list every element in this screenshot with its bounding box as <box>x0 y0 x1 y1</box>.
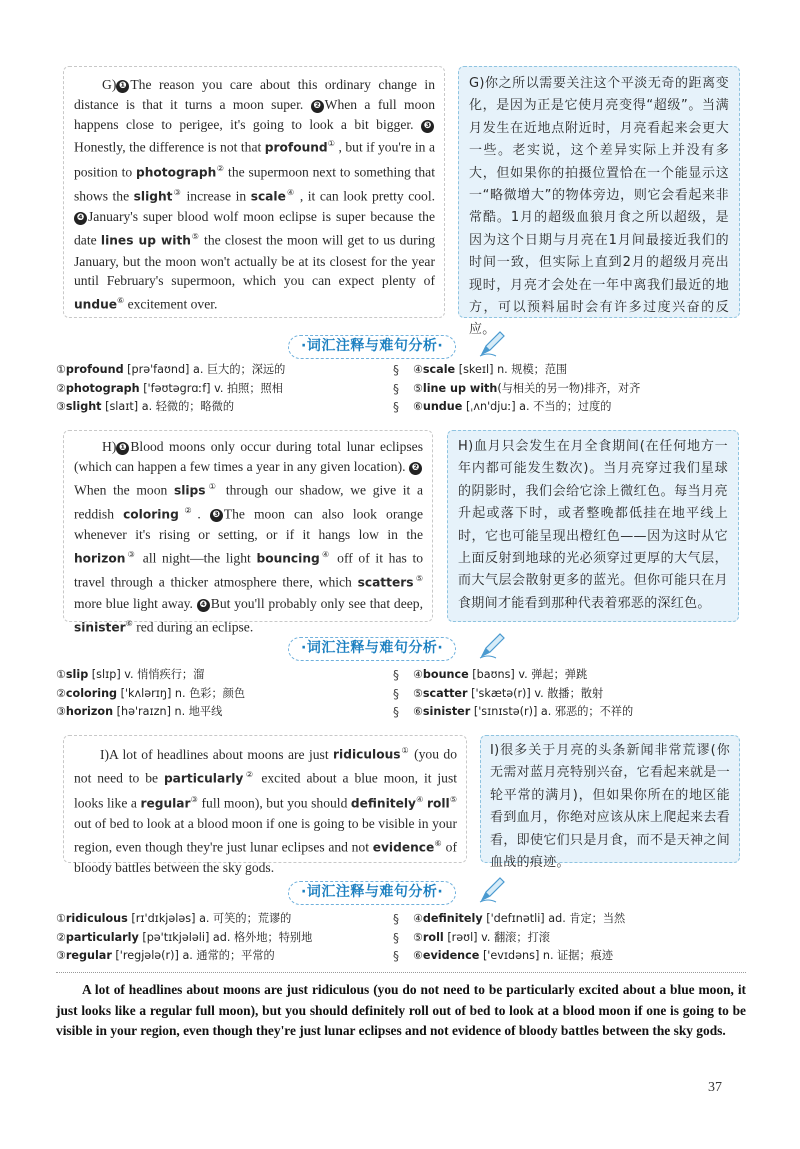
translation-text: H)血月只会发生在月全食期间(在任何地方一年内都可能发生数次)。当月亮穿过我们星球的阴影时，我们会给它涂上微红色。每当月亮升起或落下时，或者整晚都低挂在地平线上时，它也可能呈现出橙红色——因为这时从它上面反射到地球的光必须穿过更厚的大气层，而大气层会散射更多的蓝光。但你可能只在月食期间才能看到那种代表着邪恶的深红色。 <box>458 439 728 611</box>
sentence: But you'll probably only see that deep, <box>210 595 423 611</box>
vocab-banner <box>288 335 456 359</box>
entry-number: ⑤ <box>413 381 423 395</box>
divider-line <box>56 972 746 973</box>
ornament-glyph: § <box>393 668 399 682</box>
entry-number: ③ <box>56 400 66 414</box>
sentence: (you do not need to be <box>74 746 458 786</box>
vocab-term: profound <box>264 140 328 155</box>
vocab-term: regular <box>140 796 191 811</box>
vocab-list-left <box>56 361 376 417</box>
sentence: Blood moons only occur during total lunar eclipses (which can happen a few times a year in any given location). <box>74 439 423 474</box>
sentence: of bloody battles between the sky gods. <box>74 839 458 876</box>
sentence-number: ❸ <box>210 509 223 522</box>
translation-text: G)你之所以需要关注这个平淡无奇的距离变化，是因为正是它使月亮变得“超级”。当满月发生在近地点附近时，月亮看起来会更大一些。老实说，这个差异实际上并没有多大，但如果你的拍摄位置恰在一个能显示这一“略微增大”的物体旁边，则它会看起来非常酷。1月的超级血狼月食之所以超级，是因为这个日期与月亮在1月间最接近我们的时间一致，但实际上直到2月的超级月亮出现时，月亮才会处在一年中离我们最近的地方，可以预料届时会有许多过度兴奋的反应。 <box>469 76 729 338</box>
vocab-entry <box>56 380 376 399</box>
vocab-term: particularly <box>163 771 244 786</box>
sentence: off of it has to travel through a thicker atmosphere there, which <box>74 550 424 590</box>
sentence-number: ❷ <box>311 100 324 113</box>
entry-phonetic: ['fəʊtəgrɑːf] <box>143 381 211 395</box>
banner-label: ·词汇注释与难句分析· <box>301 338 444 354</box>
footnote-marker: ⑥ <box>117 296 125 306</box>
footnote-marker: ② <box>178 505 198 515</box>
page-number: 37 <box>708 1080 722 1095</box>
entry-word: profound <box>65 363 124 376</box>
vocab-term: slips <box>173 483 206 498</box>
vocab-banner <box>288 881 456 905</box>
entry-phonetic: [rəʊl] <box>447 930 478 944</box>
sentence: . <box>197 506 210 522</box>
ornament-glyph: § <box>393 912 399 926</box>
entry-word: undue <box>422 400 463 414</box>
vocab-term: lines up with <box>100 233 191 248</box>
sentence: , but if you're in a position to <box>74 139 435 180</box>
translation-text: I)很多关于月亮的头条新闻非常荒谬(你无需对蓝月亮特别兴奋，它看起来就是一轮平常的满月)，但如果你所在的地区能看到血月，你绝对应该从床上爬起来去看看，即使它们只是月食，而不是天神之间血战的痕迹。 <box>490 743 730 871</box>
entry-phonetic: [slɪp] <box>91 668 121 681</box>
entry-word: bounce <box>422 668 469 681</box>
vocab-term: undue <box>74 297 118 312</box>
entry-definition: v. 悄悄疾行；溜 <box>124 668 205 681</box>
entry-number: ⑤ <box>413 930 423 944</box>
vocab-entry <box>56 910 376 929</box>
sentence: The reason you care about this ordinary change in distance is that it turns a moon super. <box>74 77 435 112</box>
english-passage-h <box>63 430 433 635</box>
entry-definition: a. 不当的；过度的 <box>519 400 612 414</box>
vocab-term: definitely <box>350 796 416 811</box>
entry-definition: a. 通常的；平常的 <box>182 949 275 963</box>
summary-sentence: A lot of headlines about moons are just ridiculous (you do not need to be particularly excited about a blue moon, it just looks like a regular full moon), but you should definitely roll out of bed to look at a blood moon if one is going to be visible in your region, even though they're just lunar eclipses and not evidence of bloody battles between the sky gods. <box>56 982 746 1038</box>
entry-definition: a. 轻微的；略微的 <box>141 400 235 414</box>
sentence: all night—the light <box>137 550 257 566</box>
entry-definition: ad. 格外地；特别地 <box>212 930 313 944</box>
footnote-marker: ④ <box>319 550 332 560</box>
vocab-entry <box>413 910 743 929</box>
entry-number: ⑤ <box>413 686 423 700</box>
sentence: I)A lot of headlines about moons are just <box>100 746 334 762</box>
vocab-entry <box>413 398 743 417</box>
entry-word: slip <box>65 668 89 681</box>
entry-definition: v. 翻滚；打滚 <box>481 930 550 944</box>
paragraph-label: G) <box>102 77 117 92</box>
footnote-marker: ③ <box>172 188 182 198</box>
banner-label: ·词汇注释与难句分析· <box>301 884 444 900</box>
footnote-marker: ② <box>216 163 225 173</box>
entry-number: ⑥ <box>413 949 423 963</box>
entry-phonetic: [ˌʌn'djuː] <box>465 400 516 414</box>
entry-phonetic: [rɪ'dɪkjələs] <box>131 912 196 925</box>
vocab-entry <box>413 380 743 399</box>
entry-number: ⑥ <box>413 705 423 719</box>
ornament-glyph: § <box>393 686 399 701</box>
entry-word: particularly <box>65 930 139 944</box>
vocab-list-right <box>413 361 743 417</box>
ornament-glyph: § <box>393 949 399 964</box>
vocab-entry <box>413 703 743 722</box>
vocab-banner <box>288 637 456 661</box>
entry-definition: v. 拍照；照相 <box>214 381 283 395</box>
footnote-marker: ④ <box>416 794 424 804</box>
divider-ornament <box>393 910 403 966</box>
entry-phonetic: [hə'raɪzn] <box>116 705 171 719</box>
footnote-marker: ④ <box>285 188 296 198</box>
sentence: the closest the moon will get to us during January, but the moon won't actually be at its closest for the year until February's supermoon, which you can expect plenty of <box>74 232 436 289</box>
sentence: When the moon <box>74 482 174 498</box>
vocab-entry <box>56 929 376 948</box>
pen-icon <box>478 630 508 660</box>
ornament-glyph: § <box>393 930 399 945</box>
entry-number: ① <box>56 668 66 681</box>
vocab-entry <box>56 398 376 417</box>
footnote-marker: ① <box>400 746 410 755</box>
footnote-marker: ① <box>205 481 220 491</box>
entry-number: ② <box>56 930 66 944</box>
chinese-translation-i <box>480 735 740 871</box>
banner-label: ·词汇注释与难句分析· <box>301 640 444 656</box>
sentence: When a full moon happens close to perigee, it's going to look a bit bigger. <box>74 96 436 132</box>
entry-phonetic: [pə'tɪkjələli] <box>142 930 210 944</box>
vocab-entry <box>413 666 743 685</box>
english-passage-i <box>63 735 467 876</box>
vocab-list-right <box>413 666 743 722</box>
pen-icon <box>478 328 508 358</box>
vocab-term: scatters <box>357 575 414 590</box>
entry-number: ① <box>56 363 66 376</box>
divider-ornament <box>393 361 403 417</box>
entry-word: scale <box>422 363 456 376</box>
entry-definition: a. 邪恶的；不祥的 <box>540 705 634 719</box>
entry-phonetic: ['skætə(r)] <box>471 686 531 700</box>
entry-word: horizon <box>65 705 114 719</box>
vocab-term: evidence <box>372 840 435 855</box>
vocab-term: roll <box>426 796 450 811</box>
footnote-marker: ③ <box>125 550 138 560</box>
entry-number: ④ <box>413 363 423 376</box>
vocab-term: photograph <box>135 165 217 180</box>
vocab-list-left <box>56 666 376 722</box>
entry-definition: (与相关的另一物)排齐，对齐 <box>497 381 641 395</box>
entry-phonetic: ['sɪnɪstə(r)] <box>473 705 538 719</box>
vocab-entry <box>56 666 376 685</box>
english-passage-g <box>63 66 445 318</box>
entry-definition: a. 可笑的；荒谬的 <box>199 912 292 925</box>
ornament-glyph: § <box>393 363 399 377</box>
entry-number: ④ <box>413 912 423 925</box>
entry-phonetic: [baʊns] <box>472 668 515 681</box>
sentence-number: ❸ <box>421 120 434 133</box>
footnote-marker: ⑤ <box>190 232 200 242</box>
entry-number: ⑥ <box>413 400 423 414</box>
paragraph-label: H) <box>102 439 117 454</box>
sentence: more blue light away. <box>74 595 197 611</box>
sentence: Honestly, the difference is not that <box>74 139 265 155</box>
entry-phonetic: ['regjələ(r)] <box>115 949 179 963</box>
entry-word: roll <box>422 930 444 944</box>
vocab-term: slight <box>133 189 173 204</box>
entry-word: sinister <box>422 705 471 719</box>
sentence-number: ❹ <box>74 212 87 225</box>
entry-word: regular <box>65 949 112 963</box>
entry-definition: a. 巨大的；深远的 <box>193 363 286 376</box>
vocab-entry <box>56 947 376 966</box>
entry-number: ② <box>56 686 66 700</box>
entry-word: definitely <box>422 912 483 925</box>
entry-definition: n. 规模；范围 <box>497 363 568 376</box>
entry-word: line up with <box>422 381 498 395</box>
entry-phonetic: ['evɪdəns] <box>482 949 540 963</box>
sentence-number: ❷ <box>409 462 422 475</box>
sentence: out of bed to look at a blood moon if one is going to be visible in your region, even though they're just lunar eclipses and not <box>74 815 457 855</box>
entry-definition: v. 弹起；弹跳 <box>518 668 588 681</box>
sentence-number: ❹ <box>197 599 210 612</box>
entry-word: photograph <box>65 381 140 395</box>
footnote-marker: ① <box>327 139 335 149</box>
ornament-glyph: § <box>393 705 399 720</box>
vocab-entry <box>56 703 376 722</box>
vocab-term: coloring <box>123 507 179 522</box>
vocab-list-left <box>56 910 376 966</box>
vocab-term: scale <box>250 189 286 204</box>
entry-definition: v. 散播；散射 <box>534 686 604 700</box>
sentence: The moon can also look orange whenever it's rising or setting, or if it hangs low in the <box>74 506 424 543</box>
vocab-term: horizon <box>74 551 126 566</box>
sentence: , it can look pretty cool. <box>295 188 436 204</box>
entry-number: ③ <box>56 949 66 963</box>
vocab-term: sinister <box>74 620 126 635</box>
ornament-glyph: § <box>393 400 399 415</box>
sentence: increase in <box>181 188 251 204</box>
sentence: excited about a blue moon, it just looks like a <box>74 770 458 811</box>
sentence: full moon), but you should <box>197 795 351 811</box>
entry-number: ① <box>56 912 66 925</box>
entry-number: ③ <box>56 705 66 719</box>
entry-definition: n. 色彩；颜色 <box>174 686 246 700</box>
vocab-entry <box>56 685 376 704</box>
divider-ornament <box>393 666 403 722</box>
vocab-entry <box>413 685 743 704</box>
entry-phonetic: ['kʌlərɪŋ] <box>120 686 172 700</box>
vocab-entry <box>413 947 743 966</box>
vocab-entry <box>56 361 376 380</box>
entry-number: ② <box>56 381 66 395</box>
footnote-marker: ⑤ <box>449 794 457 804</box>
entry-definition: n. 地平线 <box>174 705 223 719</box>
vocab-term: ridiculous <box>333 747 401 762</box>
sentence: excitement over. <box>124 296 218 312</box>
entry-phonetic: [skeɪl] <box>458 363 494 376</box>
vocab-entry <box>413 929 743 948</box>
entry-phonetic: [prə'faʊnd] <box>127 363 190 376</box>
entry-number: ④ <box>413 668 423 681</box>
entry-word: slight <box>65 400 102 414</box>
vocab-term: bouncing <box>256 551 320 566</box>
entry-phonetic: ['defɪnətli] <box>486 912 545 925</box>
pen-icon <box>478 874 508 904</box>
sentence: the supermoon next to something that shows the <box>74 164 435 204</box>
footnote-marker: ⑥ <box>125 618 133 628</box>
entry-word: coloring <box>65 686 118 700</box>
chinese-translation-h <box>447 430 739 622</box>
entry-phonetic: [slaɪt] <box>105 400 139 414</box>
footnote-marker: ⑤ <box>413 574 423 584</box>
entry-word: evidence <box>422 949 480 963</box>
sentence-number: ❶ <box>116 80 129 93</box>
entry-word: ridiculous <box>65 912 128 925</box>
footnote-marker: ② <box>243 770 256 780</box>
sentence-number: ❶ <box>116 442 129 455</box>
vocab-entry <box>413 361 743 380</box>
entry-word: scatter <box>422 686 468 700</box>
entry-definition: ad. 肯定；当然 <box>548 912 626 925</box>
sentence: red during an eclipse. <box>132 619 254 635</box>
sentence: January's super blood wolf moon eclipse is super because the date <box>74 209 435 248</box>
ornament-glyph: § <box>393 381 399 396</box>
entry-definition: n. 证据；痕迹 <box>542 949 614 963</box>
sentence: through our shadow, we give it a reddish <box>74 482 423 522</box>
vocab-list-right <box>413 910 743 966</box>
chinese-translation-g <box>458 66 740 338</box>
footnote-marker: ③ <box>190 794 198 804</box>
footnote-marker: ⑥ <box>434 838 442 848</box>
